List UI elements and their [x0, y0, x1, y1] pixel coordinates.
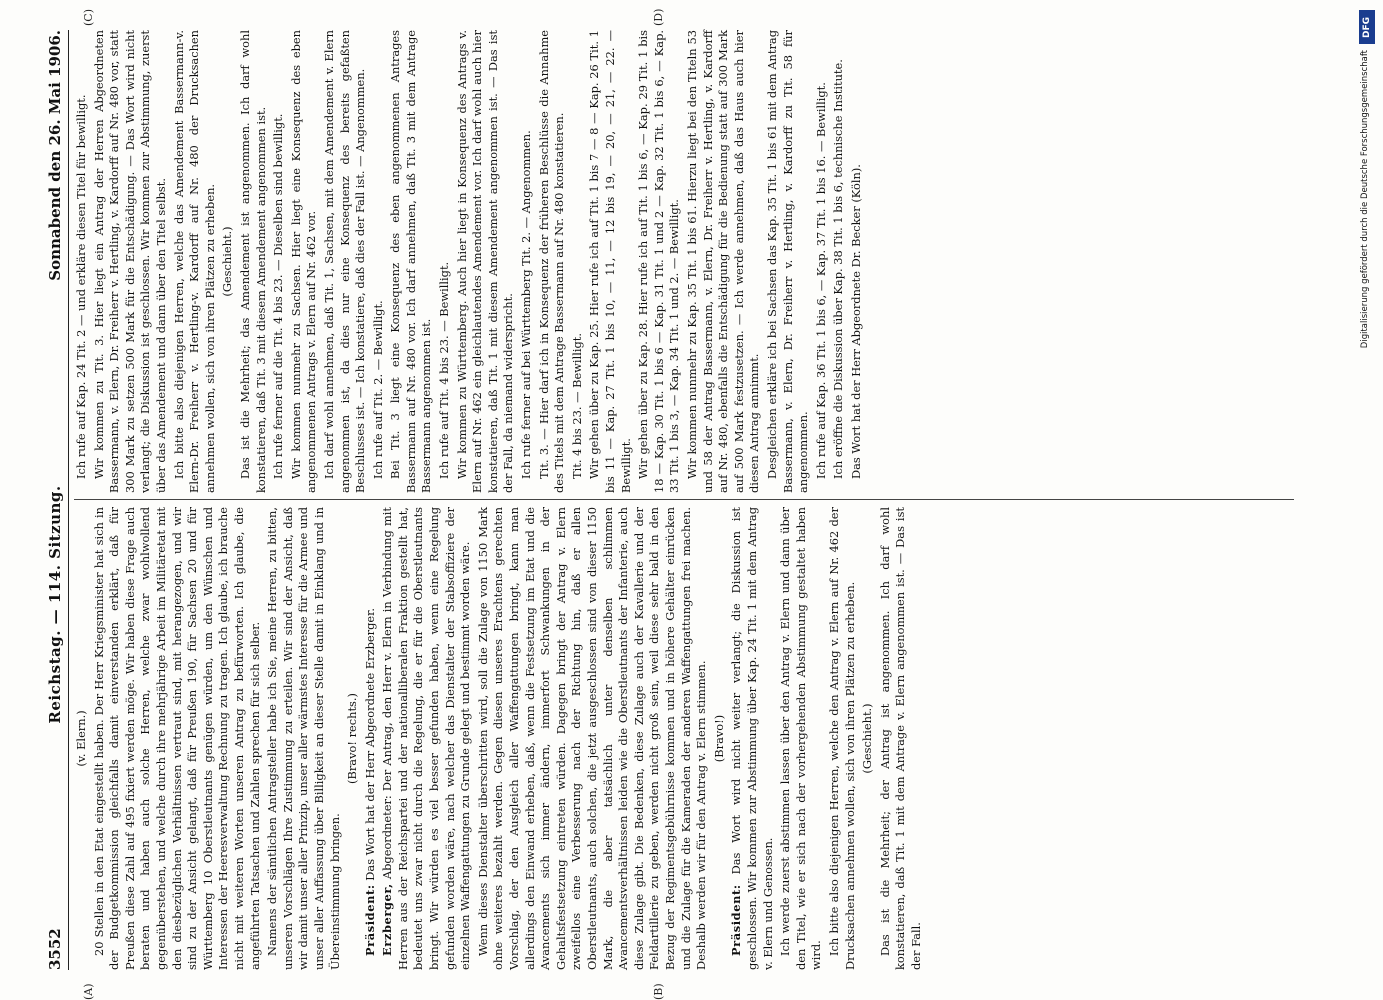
paragraph: Wir kommen nunmehr zu Sachsen. Hier liegt eine Konsequenz des eben angenommenen Antrags v. Elern auf Nr. 462 vor. — [288, 30, 319, 493]
page-title: Reichstag. — 114. Sitzung. — [46, 485, 64, 724]
funding-credit: Digitalisierung gefördert durch die Deutsche Forschungsgemeinschaft — [1360, 50, 1370, 349]
paragraph: Ich rufe ferner auf bei Württemberg Tit. 2. — Angenommen. — [519, 130, 534, 479]
paragraph: (Bravo! rechts.) — [345, 693, 360, 784]
paragraph: Namens der sämtlichen Antragsteller habe ich Sie, meine Herren, zu bitten, unseren Vorschlägen Ihre Zustimmung zu erteilen. Wir sind der Ansicht, daß wir damit unser aller Prinzip, unser aller wärmstes Interesse für die Armee und unser aller Auffassung über Billigkeit an dieser Stelle damit in Einklang und in Übereinstimmung bringen. — [265, 507, 342, 970]
paragraph: Präsident: Das Wort wird nicht weiter verlangt; die Diskussion ist geschlossen. Wir kommen zur Abstimmung über Kap. 24 Tit. 1 mit dem Antrag v. Elern und Genossen. — [729, 507, 775, 970]
digitization-sidebar — [1359, 10, 1377, 990]
margin-mark-a: (A) — [82, 983, 95, 1000]
paragraph: Desgleichen erkläre ich bei Sachsen das Kap. 35 Tit. 1 bis 61 mit dem Antrag Bassermann, v. Elern, Dr. Freiherr v. Hertling, v. Kardorff zu Tit. 58 für angenommen. — [764, 30, 811, 493]
paragraph: Das ist die Mehrheit; das Amendement ist angenommen. Ich darf wohl konstatieren, daß Tit. 3 mit diesem Amendement angenommen ist. — [237, 30, 268, 493]
rotated-page-content — [42, 8, 1342, 1000]
page-number: 3552 — [46, 928, 64, 970]
paragraph: Das Wort hat der Herr Abgeordnete Dr. Becker (Köln). — [848, 164, 863, 479]
paragraph: Ich rufe auf Tit. 2. — Bewilligt. — [370, 300, 385, 479]
session-date: Sonnabend den 26. Mai 1906. — [46, 30, 64, 281]
paragraph: Ich bitte also diejenigen Herren, welche das Amendement Bassermann-v. Elern-Dr. Freiherr v. Hertling-v. Kardorff auf Nr. 480 der Drucksachen annehmen wollen, sich von ihren Plätzen zu erheben. — [171, 30, 217, 493]
paragraph: Wir kommen zu Tit. 3. Hier liegt ein Antrag der Herren Abgeordneten Bassermann, v. Elern, Dr. Freiherr v. Hertling, v. Kardorff auf Nr. 480 vor, statt 300 Mark zu setzen 500 Mark für die Entschädigung. — Das Wort wird nicht verlangt; die Diskussion ist geschlossen. Wir kommen zur Abstimmung, zuerst über das Amendement und dann über den Titel selbst. — [91, 30, 168, 493]
paragraph: Wir gehen über zu Kap. 28. Hier rufe ich auf Tit. 1 bis 6, — Kap. 29 Tit. 1 bis 18 — Kap. 30 Tit. 1 bis 6 — Kap. 31 Tit. 1 und 2 — Kap. 32 Tit. 1 bis 6, — Kap. 33 Tit. 1 bis 3, — Kap. 34 Tit. 1 und 2. — Bewilligt. — [636, 30, 682, 493]
paragraph: Bei Tit. 3 liegt eine Konsequenz des eben angenommenen Antrages Bassermann auf Nr. 480 vor. Ich darf annehmen, daß Tit. 3 mit dem Antrage Bassermann angenommen ist. — [388, 30, 434, 493]
paragraph: 20 Stellen in den Etat eingestellt haben. Der Herr Kriegsminister hat sich in der Budgetkommission gleichfalls damit einverstanden erklärt, daß für Preußen diese Zahl auf 495 fixiert werden möge. Wir haben diese Frage auch beraten und haben auch solche Herren, welche zwar wohlwollend gegenüberstehen, und welche durch ihre mehrjährige Arbeit im Militäretat mit den diesbezüglichen Verhältnissen vertraut sind, mit herangezogen, und wir sind zu der Ansicht gelangt, daß für Preußen 190, für Sachsen 20 und für Württemberg 10 Oberstleutnants genügen würden, um den Wünschen und Interessen der Heeresverwaltung Rechnung zu tragen. Ich glaube, ich brauche nicht mit weiteren Worten unseren Antrag zu befürworten. Ich glaube, die angeführten Tatsachen und Zahlen sprechen für sich selber. — [91, 507, 262, 970]
paragraph: Ich rufe auf Tit. 4 bis 23. — Bewilligt. — [437, 261, 452, 479]
paragraph: Ich rufe auf Kap. 24 Tit. 2 — und erkläre diesen Titel für bewilligt. — [74, 94, 88, 479]
page-header — [42, 30, 69, 970]
left-column — [74, 507, 926, 970]
paragraph: Ich werde zuerst abstimmen lassen über den Antrag v. Elern und dann über den Titel, wie er sich nach der vorhergehenden Abstimmung gestaltet haben wird. — [778, 507, 824, 970]
paragraph: Das ist die Mehrheit; der Antrag ist angenommen. Ich darf wohl konstatieren, daß Tit. 1 mit dem Antrage v. Elern angenommen ist. — Das ist der Fall. — [877, 507, 923, 970]
paragraph: Ich darf wohl annehmen, daß Tit. 1, Sachsen, mit dem Amendement v. Elern angenommen ist, da dies nur eine Konsequenz des bereits gefaßten Beschlusses ist. — Ich konstatiere, daß dies der Fall ist. — Angenommen. — [321, 30, 368, 493]
text-columns — [74, 30, 926, 970]
margin-mark-d: (D) — [652, 8, 665, 26]
paragraph: Wir gehen über zu Kap. 25. Hier rufe ich auf Tit. 1 bis 7 — 8 — Kap. 26 Tit. 1 bis 11 — Kap. 27 Tit. 1 bis 10, — 11, — 12 bis 19, — 20, — 21, — 22. — Bewilligt. — [587, 30, 633, 493]
paragraph: Ich rufe auf Kap. 36 Tit. 1 bis 6, — Kap. 37 Tit. 1 bis 16. — Bewilligt. — [813, 82, 828, 479]
paragraph: (v. Elern.) — [74, 710, 88, 767]
paragraph: Ich bitte also diejenigen Herren, welche den Antrag v. Elern auf Nr. 462 der Drucksachen annehmen wollen, sich von ihren Plätzen zu erheben. — [826, 507, 857, 970]
paragraph: Wir kommen zu Württemberg. Auch hier liegt in Konsequenz des Antrags v. Elern auf Nr. 462 ein gleichlautendes Amendement vor. Ich darf wohl auch hier konstatieren, daß Tit. 1 mit diesem Amendement angenommen ist. — Das ist der Fall, da niemand widerspricht. — [454, 30, 516, 493]
paragraph: Tit. 3. — Hier darf ich in Konsequenz der früheren Beschlüsse die Annahme des Titels mit dem Antrage Bassermann auf Nr. 480 konstatieren. — [536, 30, 567, 493]
paragraph: Ich rufe ferner auf die Tit. 4 bis 23. — Dieselben sind bewilligt. — [271, 113, 286, 479]
margin-mark-b: (B) — [652, 983, 665, 1000]
paragraph: Wenn dieses Dienstalter überschritten wird, soll die Zulage von 1150 Mark ohne weiteres bezahlt werden. Gegen diesen unseres Erachtens gerechten Vorschlag, der den Ausgleich aller Waffengattungen bringt, kann man allerdings den Einwand erheben, daß, wenn die Festsetzung im Etat und die Avancements sich immer ändern, immerfort Schwankungen in der Gehaltsfestsetzung eintreten würden. Dagegen bringt der Antrag v. Elern zweifellos eine Verbesserung nach der Richtung hin, daß er allen Oberstleutnants, auch solchen, die jetzt ausgeschlossen sind von dieser 1150 Mark, die aber tatsächlich unter denselben schlimmen Avancementsverhältnissen leiden wie die Oberstleutnants der Infanterie, auch diese Zulage gibt. Die Bedenken, diese Zulage auch der Kavallerie und der Feldartillerie zu geben, werden nicht groß sein, weil diese sehr bald in den Bezug der Regimentsgebührnisse kommen und in höhere Gehälter einrücken und die Zulage für die Kameraden der anderen Waffengattungen frei machen. Deshalb werden wir für den Antrag v. Elern stimmen. — [475, 507, 709, 970]
paragraph: Tit. 4 bis 23. — Bewilligt. — [569, 333, 584, 479]
right-column — [74, 30, 926, 493]
margin-mark-c: (C) — [82, 9, 95, 26]
dfg-logo: DFG — [1359, 10, 1375, 44]
paragraph: Erzberger, Abgeordneter: Der Antrag, den Herr v. Elern in Verbindung mit Herren aus der Reichspartei und der nationalliberalen Fraktion gestellt hat, bedeutet uns zwar nicht durch die Regelung, die er für die Oberstleutnants bringt. Wir würden es viel besser gefunden haben, wenn eine Regelung gefunden worden wäre, nach welcher das Dienstalter der Stabsoffiziere der einzelnen Waffengattungen zu Grunde gelegt und bestimmt worden wäre. — [380, 507, 473, 970]
paragraph: Wir kommen nunmehr zu Kap. 35 Tit. 1 bis 61. Hierzu liegt bei den Titeln 53 und 58 der Antrag Bassermann, v. Elern, Dr. Freiherr v. Hertling, v. Kardorff auf Nr. 480, ebenfalls die Entschädigung für die Bedienung statt auf 300 Mark auf 500 Mark festzusetzen. — Ich werde annehmen, daß das Haus auch hier diesen Antrag annimmt. — [684, 30, 762, 493]
paragraph: (Geschieht.) — [860, 703, 875, 774]
paragraph: (Bravo!) — [711, 714, 726, 763]
paragraph: Präsident: Das Wort hat der Herr Abgeordnete Erzberger. — [362, 608, 377, 956]
paragraph: Ich eröffne die Diskussion über Kap. 38 Tit. 1 bis 6, technische Institute. — [831, 59, 846, 479]
paragraph: (Geschieht.) — [220, 226, 235, 297]
